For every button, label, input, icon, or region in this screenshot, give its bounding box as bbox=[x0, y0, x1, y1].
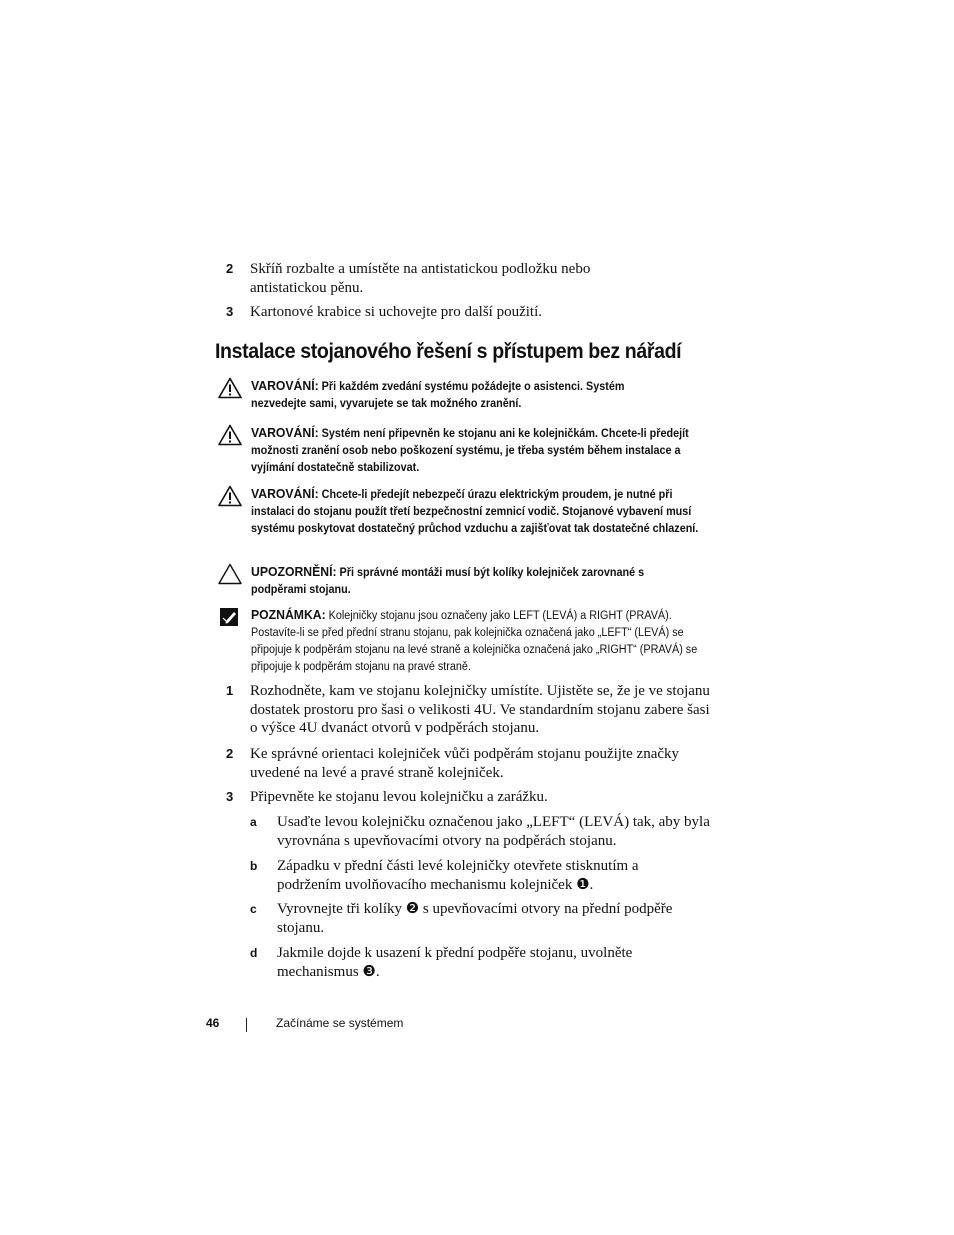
step-number: 2 bbox=[226, 261, 234, 276]
substep-letter: b bbox=[250, 859, 258, 873]
step-text: Kartonové krabice si uchovejte pro další použití. bbox=[250, 304, 542, 320]
notice-body bbox=[251, 563, 683, 599]
substep-text: Usaďte levou kolejničku označenou jako „LEFT“ (LEVÁ) tak, aby byla vyrovnána s upevňovacími otvory na podpěrách stojanu. bbox=[277, 814, 710, 849]
footer-chapter-title: Začínáme se systémem bbox=[276, 1016, 404, 1030]
substep-letter: a bbox=[250, 815, 257, 829]
notice-label: POZNÁMKA: bbox=[251, 607, 326, 622]
notice-text: Při každém zvedání systému požádejte o asistenci. Systém nezvedejte sami, vyvarujete se tak možného zranění. bbox=[251, 381, 625, 410]
step-number: 2 bbox=[226, 746, 234, 761]
step-text: Ke správné orientaci kolejniček vůči podpěrám stojanu použijte značky uvedené na levé a pravé straně kolejniček. bbox=[250, 746, 680, 781]
substep-text: Západku v přední části levé kolejničky otevřete stisknutím a podržením uvolňovacího mechanismu kolejniček ❶. bbox=[277, 858, 639, 893]
notice-body bbox=[251, 606, 712, 676]
notice-body bbox=[251, 377, 665, 413]
notice-text: Chcete-li předejít nebezpečí úrazu elektrickým proudem, je nutné při instalaci do stojanu použít třetí bezpečnostní zemnicí vodič. Stojanové vybavení musí systému poskytovat dostatečný průchod vzduchu a zajišťovat tak dostatečné chlazení. bbox=[251, 489, 699, 535]
caution-triangle-icon bbox=[218, 563, 242, 585]
notice-text: Systém není připevněn ke stojanu ani ke kolejničkám. Chcete-li předejít možnosti zranění osob nebo poškození systému, je třeba systém během instalace a vyjímání dostatečně stabilizovat. bbox=[251, 428, 689, 474]
warning-triangle-icon bbox=[218, 377, 242, 399]
step-number: 1 bbox=[226, 683, 234, 698]
step-text: Skříň rozbalte a umístěte na antistatickou podložku nebo antistatickou pěnu. bbox=[250, 261, 591, 296]
notice-text: Kolejničky stojanu jsou označeny jako LEFT (LEVÁ) a RIGHT (PRAVÁ). Postavíte-li se před přední stranu stojanu, pak kolejnička označená jako „LEFT“ (LEVÁ) se připojuje k podpěrám stojanu na levé straně a kolejnička označená jako „RIGHT“ (PRAVÁ) se připojuje k podpěrám stojanu na pravé straně. bbox=[251, 610, 698, 673]
notice-label: VAROVÁNÍ: bbox=[251, 378, 319, 393]
notice-label: VAROVÁNÍ: bbox=[251, 486, 319, 501]
note-pencil-icon bbox=[218, 606, 242, 628]
substep-letter: d bbox=[250, 946, 258, 960]
substep-text: Jakmile dojde k usazení k přední podpěře stojanu, uvolněte mechanismus ❸. bbox=[277, 945, 633, 980]
notice-text: Při správné montáži musí být kolíky kolejniček zarovnané s podpěrami stojanu. bbox=[251, 567, 645, 596]
notice-body bbox=[251, 485, 712, 538]
substep-text: Vyrovnejte tři kolíky ❷ s upevňovacími otvory na přední podpěře stojanu. bbox=[277, 901, 673, 936]
step-text: Rozhodněte, kam ve stojanu kolejničky umístíte. Ujistěte se, že je ve stojanu dostatek prostoru pro šasi o velikosti 4U. Ve standardním stojanu zabere šasi o výšce 4U dvanáct otvorů v podpěrách stojanu. bbox=[250, 683, 710, 736]
step-number: 3 bbox=[226, 304, 234, 319]
substep-letter: c bbox=[250, 902, 257, 916]
step-text: Připevněte ke stojanu levou kolejničku a zarážku. bbox=[250, 789, 548, 805]
notice-label: UPOZORNĚNÍ: bbox=[251, 564, 337, 579]
notice-body bbox=[251, 424, 693, 477]
page-number: 46 bbox=[206, 1016, 220, 1030]
warning-triangle-icon bbox=[218, 424, 242, 446]
section-heading: Instalace stojanového řešení s přístupem bez nářadí bbox=[215, 340, 682, 363]
step-number: 3 bbox=[226, 789, 234, 804]
footer-separator bbox=[246, 1018, 247, 1032]
notice-label: VAROVÁNÍ: bbox=[251, 425, 319, 440]
warning-triangle-icon bbox=[218, 485, 242, 507]
